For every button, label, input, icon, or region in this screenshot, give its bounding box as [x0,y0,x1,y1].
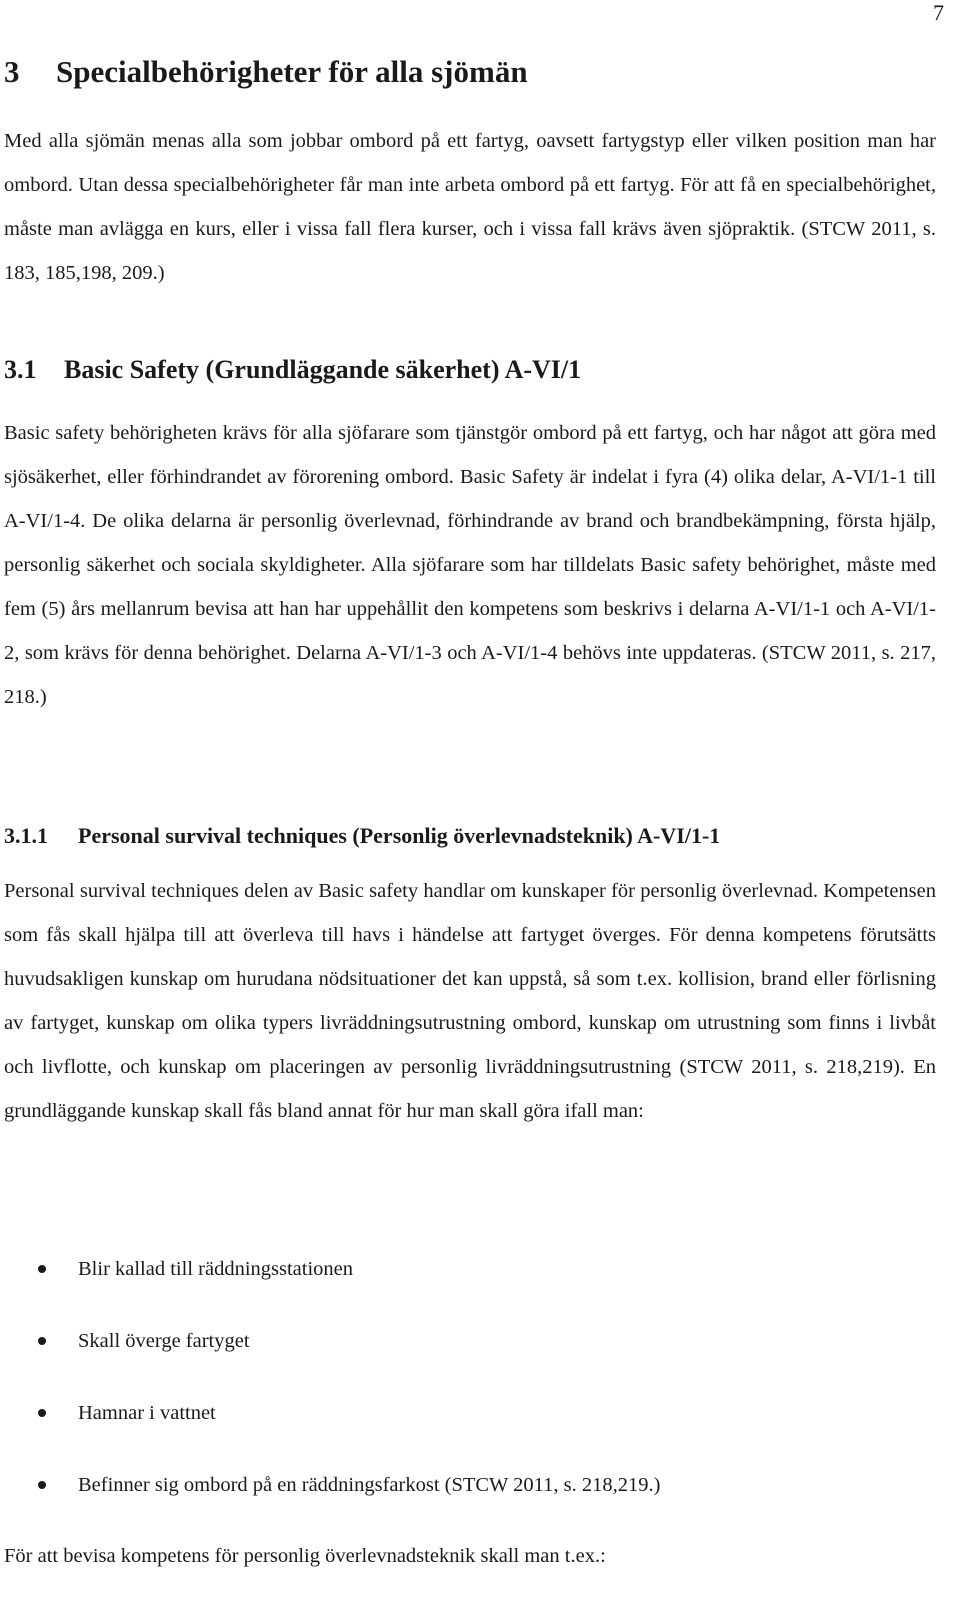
list-item-text: Skall överge fartyget [78,1330,250,1352]
section-number: 3.1 [4,355,37,384]
section-title: Basic Safety (Grundläggande säkerhet) A-VI/1 [64,355,582,384]
chapter-number: 3 [4,54,20,89]
list-item [4,1463,936,1535]
bullet-list [4,1247,936,1535]
section-heading [4,350,581,390]
chapter-title: Specialbehörigheter för alla sjömän [56,54,528,89]
bullet-icon [38,1265,46,1273]
list-item [4,1319,936,1391]
list-item [4,1247,936,1319]
chapter-heading [4,50,528,94]
closing-paragraph: För att bevisa kompetens för personlig överlevnadsteknik skall man t.ex.: [4,1545,606,1567]
subsection-title: Personal survival techniques (Personlig överlevnadsteknik) A-VI/1-1 [78,823,721,848]
list-item-text: Befinner sig ombord på en räddningsfarkost (STCW 2011, s. 218,219.) [78,1474,661,1496]
subsection-heading [4,818,720,854]
bullet-icon [38,1481,46,1489]
chapter-intro-paragraph: Med alla sjömän menas alla som jobbar ombord på ett fartyg, oavsett fartygstyp eller vilken position man har ombord. Utan dessa specialbehörigheter får man inte arbeta ombord på ett fartyg. För att få en specialbehörighet, måste man avlägga en kurs, eller i vissa fall flera kurser, och i vissa fall krävs även sjöpraktik. (STCW 2011, s. 183, 185,198, 209.) [4,130,936,284]
section-body-paragraph: Basic safety behörigheten krävs för alla sjöfarare som tjänstgör ombord på ett fartyg, och har något att göra med sjösäkerhet, eller förhindrandet av förorening ombord. Basic Safety är indelat i fyra (4) olika delar, A-VI/1-1 till A-VI/1-4. De olika delarna är personlig överlevnad, förhindrande av brand och brandbekämpning, första hjälp, personlig säkerhet och sociala skyldigheter. Alla sjöfarare som har tilldelats Basic safety behörighet, måste med fem (5) års mellanrum bevisa att han har uppehållit den kompetens som beskrivs i delarna A-VI/1-1 och A-VI/1-2, som krävs för denna behörighet. Delarna A-VI/1-3 och A-VI/1-4 behövs inte uppdateras. (STCW 2011, s. 217, 218.) [4,422,936,708]
bullet-icon [38,1337,46,1345]
subsection-body-paragraph: Personal survival techniques delen av Basic safety handlar om kunskaper för personlig överlevnad. Kompetensen som fås skall hjälpa till att överleva till havs i händelse att fartyget överges. För denna kompetens förutsätts huvudsakligen kunskap om hurudana nödsituationer det kan uppstå, så som t.ex. kollision, brand eller förlisning av fartyget, kunskap om olika typers livräddningsutrustning ombord, kunskap om utrustning som finns i livbåt och livflotte, och kunskap om placeringen av personlig livräddningsutrustning (STCW 2011, s. 218,219). En grundläggande kunskap skall fås bland annat för hur man skall göra ifall man: [4,880,936,1122]
page-number: 7 [933,0,944,25]
bullet-icon [38,1409,46,1417]
list-item-text: Hamnar i vattnet [78,1402,216,1424]
list-item-text: Blir kallad till räddningsstationen [78,1258,353,1280]
subsection-number: 3.1.1 [4,823,48,848]
list-item [4,1391,936,1463]
